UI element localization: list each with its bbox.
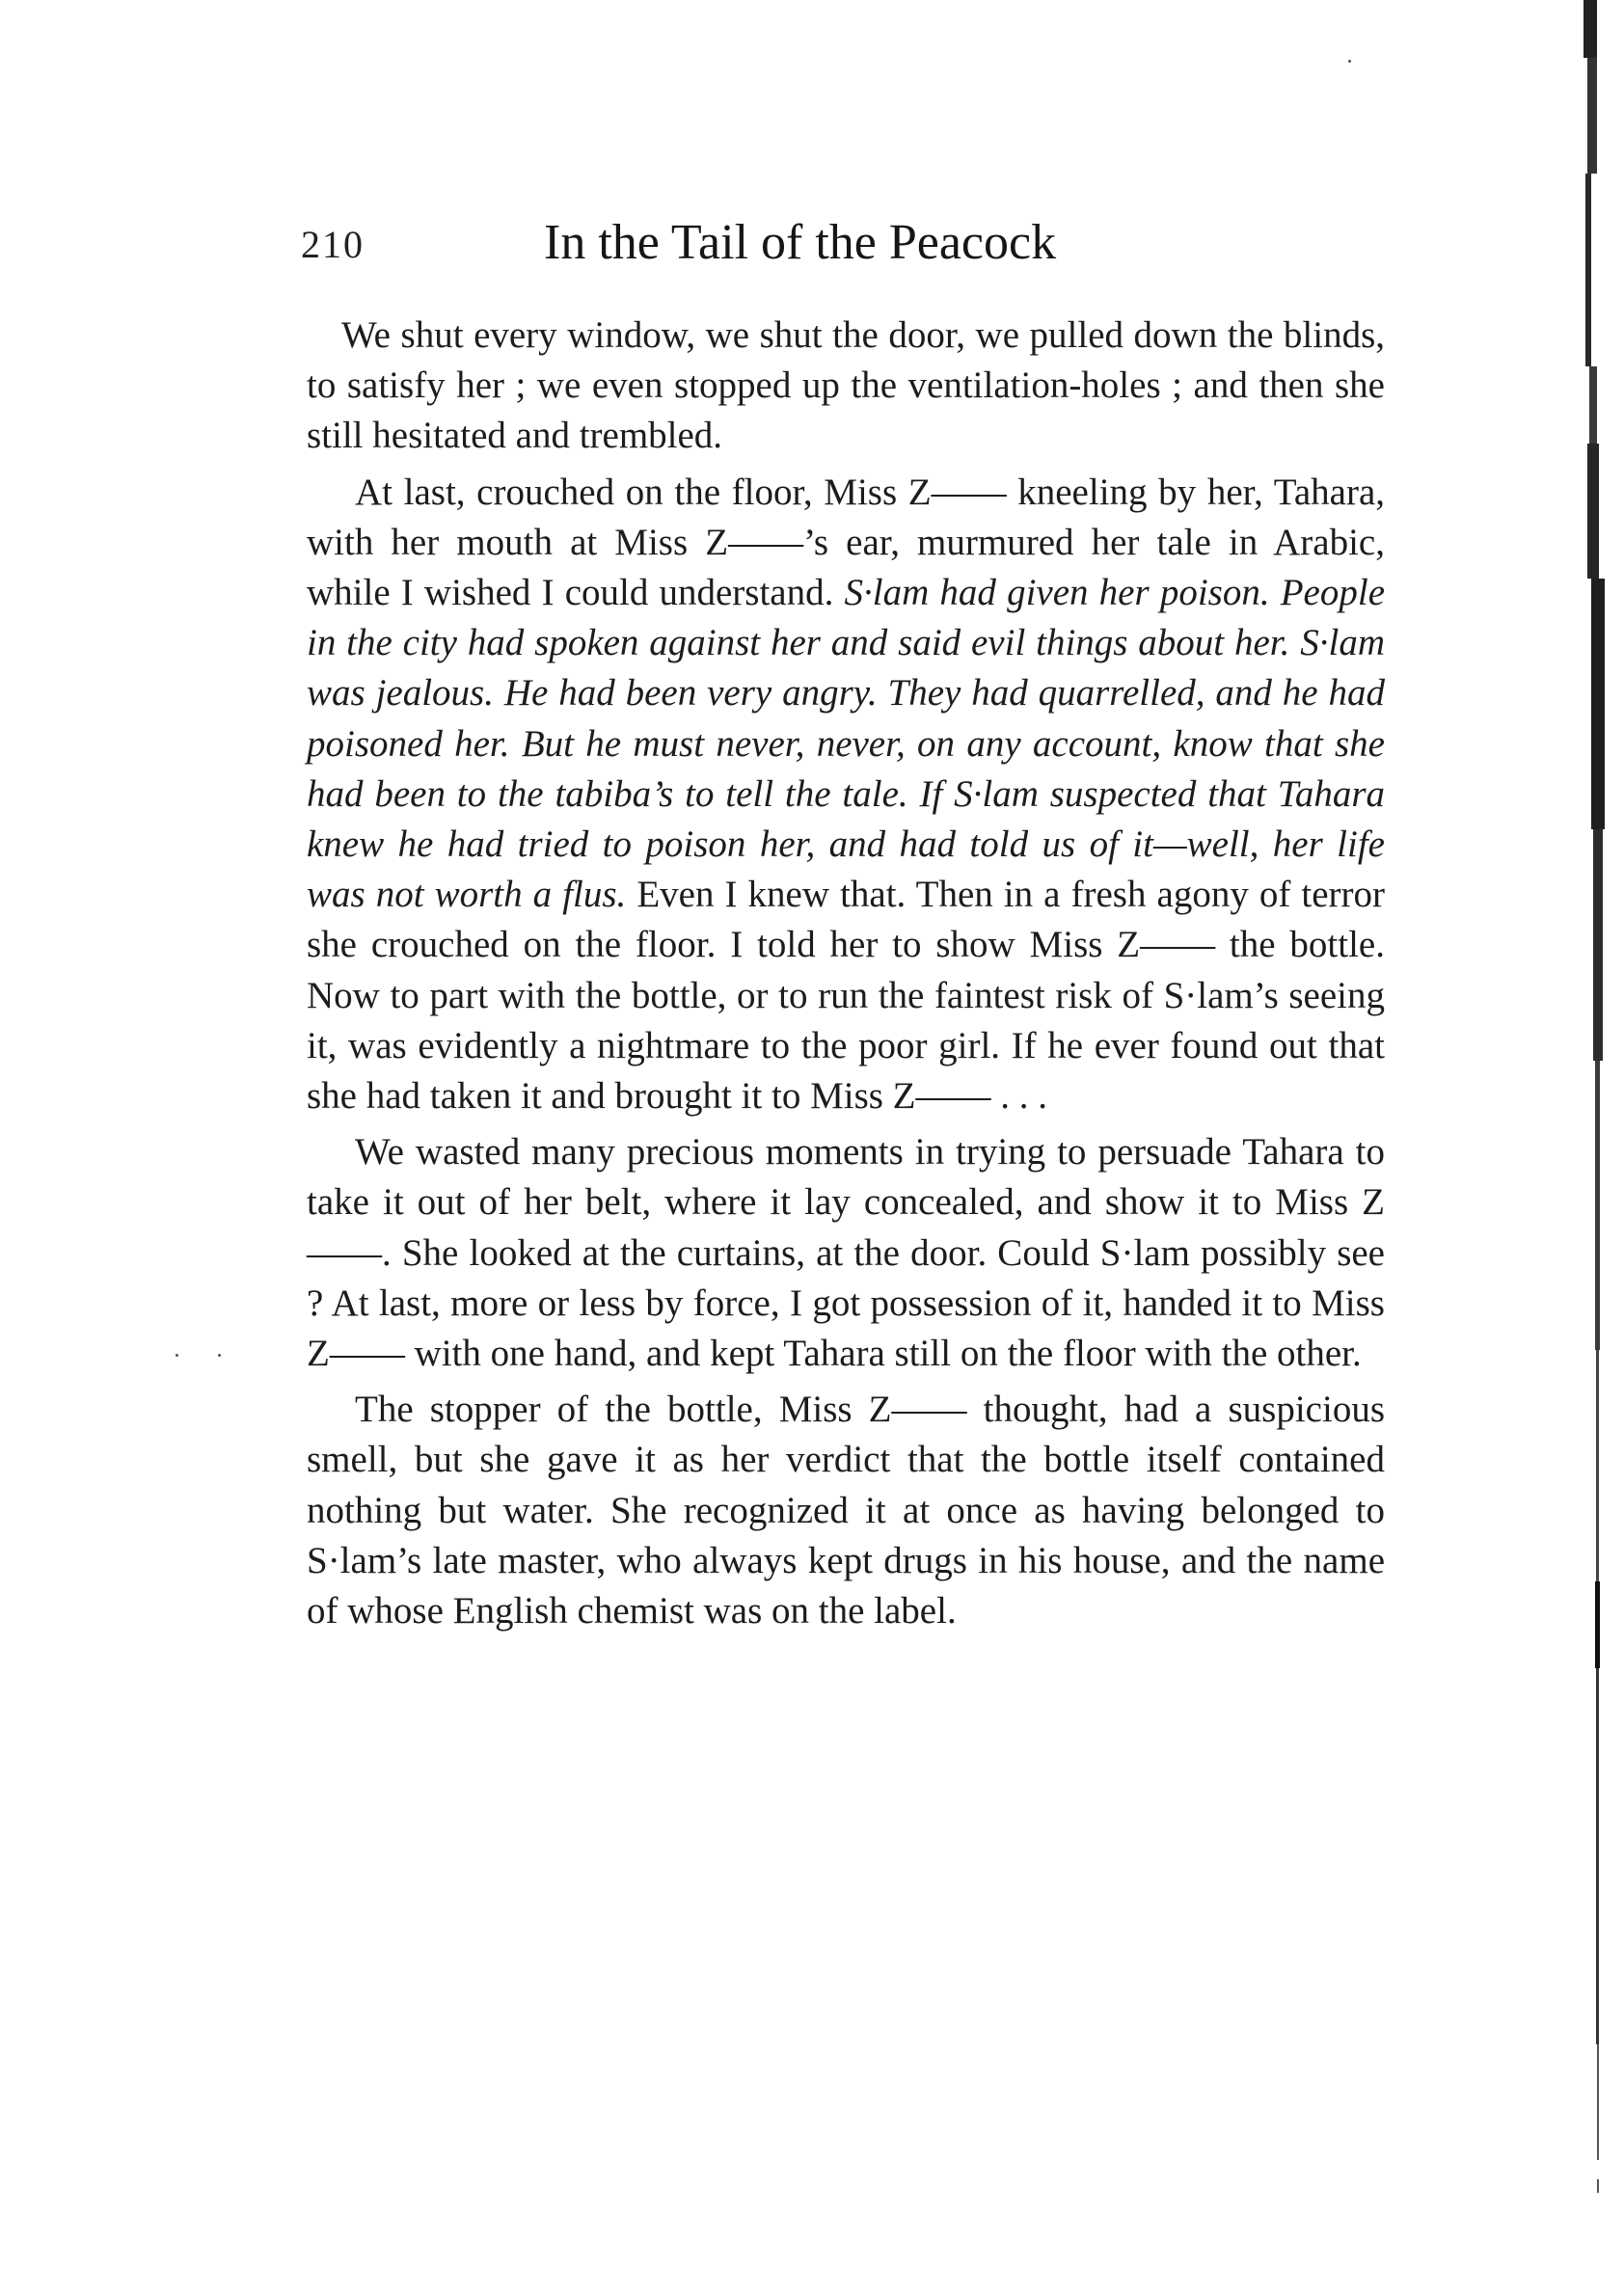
page-header [301,214,1362,282]
page-number: 210 [301,223,365,266]
paragraph-2-tail: Even I knew that. Then in a fresh agony of terror she crouched on the floor. I told her to show Miss Z—— the bottle. Now to part with the bottle, or to run the faintest risk of S·lam’s seeing it, was evidently a nightmare to the poor girl. If he ever found out that she had taken it and brought it to Miss Z—— . . . [307,874,1386,1118]
paragraph-4: The stopper of the bottle, Miss Z—— thought, had a suspicious smell, but she gave it as her verdict that the bottle itself contained nothing but water. She recognized it at once as having belonged to S·lam’s late master, who always kept drugs in his house, and the name of whose English chemist was on the label. [307,1389,1385,1633]
page-body [307,310,1385,1636]
paragraph-1: We shut every window, we shut the door, we pulled down the blinds, to satisfy her ; we even stopped up the ventilation-holes ; and then she still hesitated and trembled. [307,314,1385,457]
binding-shadow-graphic [1574,0,1624,2294]
scan-speck [176,1354,178,1357]
scanned-binding-edge [1574,0,1624,2294]
paragraph-2-lead: At last, crouched on the floor, Miss Z—— kneeling by her, Tahara, with her mouth at Miss Z——’s ear, murmured her tale in Arabic, while I wished I could understand. [307,471,1385,614]
scan-speck [218,1354,221,1357]
scan-speck [1348,60,1351,63]
paragraph-2 [307,468,1385,1122]
running-title: In the Tail of the Peacock [544,215,1057,270]
paragraph-3: We wasted many precious moments in trying to persuade Tahara to take it out of her belt, where it lay concealed, and show it to Miss Z——. She looked at the curtains, at the door. Could S·lam possibly see ? At last, more or less by force, I got possession of it, handed it to Miss Z—— with one hand, and kept Tahara still on the floor with the other. [307,1131,1385,1375]
paragraph-2-italic-passage: S·lam had given her poison. People in the city had spoken against her and said evil things about her. S·lam was jealous. He had been very angry. They had quarrelled, and he had poisoned her. But he must never, never, on any account, know that she had been to the tabiba’s to tell the tale. If S·lam suspected that Tahara knew he had tried to poison her, and had told us of it—well, her life was not worth a flus. [307,572,1386,916]
